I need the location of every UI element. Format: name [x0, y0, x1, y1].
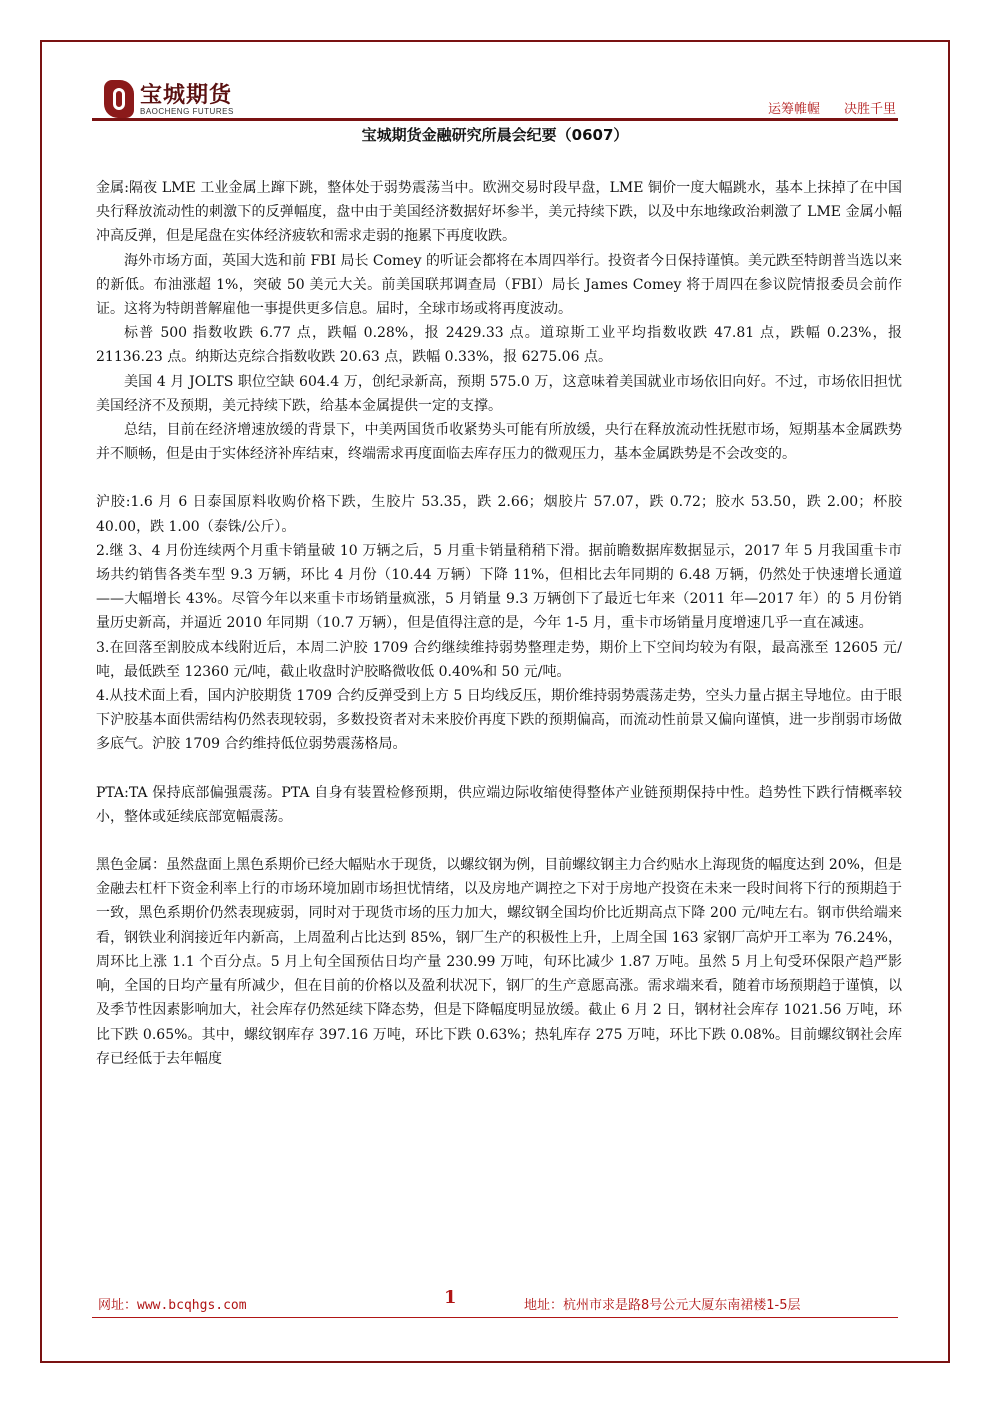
- metals-paragraph-3: 标普 500 指数收跌 6.77 点，跌幅 0.28%，报 2429.33 点。道琼斯工业平均指数收跌 47.81 点，跌幅 0.23%，报 21136.23 点。纳斯达克综合指数收跌 20.63 点，跌幅 0.33%，报 6275.06 点。: [96, 325, 902, 366]
- section-gap: [96, 829, 902, 853]
- metals-paragraph-1: 金属:隔夜 LME 工业金属上蹿下跳，整体处于弱势震荡当中。欧洲交易时段早盘，LME 铜价一度大幅跳水，基本上抹掉了在中国央行释放流动性的刺激下的反弹幅度，盘中由于美国经济数据好坏参半，美元持续下跌，以及中东地缘政治刺激了 LME 金属小幅冲高反弹，但是尾盘在实体经济疲软和需求走弱的拖累下再度收跌。: [96, 180, 902, 245]
- metals-paragraph-2: 海外市场方面，英国大选和前 FBI 局长 Comey 的听证会都将在本周四举行。投资者今日保持谨慎。美元跌至特朗普当选以来的新低。布油涨超 1%，突破 50 美元大关。前美国联邦调查局（FBI）局长 James Comey 将于周四在参议院情报委员会前作证。这将为特朗普解雇他一事提供更多信息。届时，全球市场或将再度波动。: [96, 252, 902, 318]
- header-divider: [92, 118, 898, 121]
- rubber-paragraph-4: 4.从技术面上看，国内沪胶期货 1709 合约反弹受到上方 5 日均线反压，期价维持弱势震荡走势，空头力量占据主导地位。由于眼下沪胶基本面供需结构仍然表现较弱，多数投资者对未来胶价再度下跌的预期偏高，而流动性前景又偏向谨慎，进一步削弱市场做多底气。沪胶 1709 合约维持低位弱势震荡格局。: [96, 688, 902, 753]
- metals-paragraph-5: 总结，目前在经济增速放缓的背景下，中美两国货币收紧势头可能有所放缓，央行在释放流动性抚慰市场，短期基本金属跌势并不顺畅，但是由于实体经济补库结束，终端需求再度面临去库存压力的微观压力，基本金属跌势是不会改变的。: [96, 422, 902, 463]
- page-number: 1: [444, 1287, 457, 1308]
- metals-paragraph-4: 美国 4 月 JOLTS 职位空缺 604.4 万，创纪录新高，预期 575.0 万，这意味着美国就业市场依旧向好。不过，市场依旧担忧美国经济不及预期，美元持续下跌，给基本金属提供一定的支撑。: [96, 373, 902, 414]
- document-body: [96, 176, 902, 1071]
- header-slogan: [768, 98, 896, 117]
- logo-mark-icon: [104, 80, 134, 118]
- logo-name: 宝城期货: [140, 83, 233, 108]
- logo-english-name: BAOCHENG FUTURES: [140, 107, 234, 116]
- rubber-paragraph-3: 3.在回落至割胶成本线附近后，本周二沪胶 1709 合约继续维持弱势整理走势，期价上下空间均较为有限，最高涨至 12605 元/吨，最低跌至 12360 元/吨，截止收盘时沪胶略微收低 0.40%和 50 元/吨。: [96, 639, 902, 680]
- footer-divider: [92, 1317, 898, 1318]
- document-title: 宝城期货金融研究所晨会纪要（0607）: [361, 126, 629, 144]
- rubber-paragraph-1: 沪胶:1.6 月 6 日泰国原料收购价格下跌，生胶片 53.35，跌 2.66；烟胶片 57.07，跌 0.72；胶水 53.50，跌 2.00；杯胶 40.00，跌 1.00（泰铢/公斤）。: [96, 494, 902, 535]
- section-gap: [96, 757, 902, 781]
- ferrous-paragraph-1: 黑色金属：虽然盘面上黑色系期价已经大幅贴水于现货，以螺纹钢为例，目前螺纹钢主力合约贴水上海现货的幅度达到 20%，但是金融去杠杆下资金利率上行的市场环境加剧市场担忧情绪，以及房地产调控之下对于房地产投资在未来一段时间将下行的预期趋于一致，黑色系期价仍然表现疲弱，同时对于现货市场的压力加大，螺纹钢全国均价比近期高点下降 200 元/吨左右。钢市供给端来看，钢铁业利润接近年内新高，上周盈利占比达到 85%，钢厂生产的积极性上升，上周全国 163 家钢厂高炉开工率为 76.24%，周环比上涨 1.1 个百分点。5 月上旬全国预估日均产量 230.99 万吨，旬环比减少 1.87 万吨。虽然 5 月上旬受环保限产趋严影响，全国的日均产量有所减少，但在目前的价格以及盈利状况下，钢厂的生产意愿高涨。需求端来看，随着市场预期趋于谨慎，以及季节性因素影响加大，社会库存仍然延续下降态势，但是下降幅度明显放缓。截止 6 月 2 日，钢材社会库存 1021.56 万吨，环比下跌 0.65%。其中，螺纹钢库存 397.16 万吨，环比下跌 0.63%；热轧库存 275 万吨，环比下跌 0.08%。目前螺纹钢社会库存已经低于去年幅度: [96, 857, 902, 1067]
- pta-paragraph-1: PTA:TA 保持底部偏强震荡。PTA 自身有装置检修预期，供应端边际收缩使得整体产业链预期保持中性。趋势性下跌行情概率较小，整体或延续底部宽幅震荡。: [96, 784, 902, 825]
- footer-website: 网址：www.bcqhgs.com: [98, 1298, 247, 1313]
- slogan-part-1: 运筹帷幄: [767, 102, 820, 117]
- section-gap: [96, 466, 902, 490]
- rubber-paragraph-2: 2.继 3、4 月份连续两个月重卡销量破 10 万辆之后，5 月重卡销量稍稍下滑。据前瞻数据库数据显示，2017 年 5 月我国重卡市场共约销售各类车型 9.3 万辆，环比 4 月份（10.44 万辆）下降 11%，但相比去年同期的 6.48 万辆，仍然处于快速增长通道——大幅增长 43%。尽管今年以来重卡市场销量疯涨，5 月销量 9.3 万辆创下了最近七年来（2011 年—2017 年）的 5 月份销量历史新高，并逼近 2010 年同期（10.7 万辆），但是值得注意的是，今年 1-5 月，重卡市场销量月度增速几乎一直在减速。: [96, 542, 902, 632]
- slogan-part-2: 决胜千里: [843, 102, 896, 117]
- footer-address: 地址：杭州市求是路8号公元大厦东南裙楼1-5层: [524, 1298, 801, 1313]
